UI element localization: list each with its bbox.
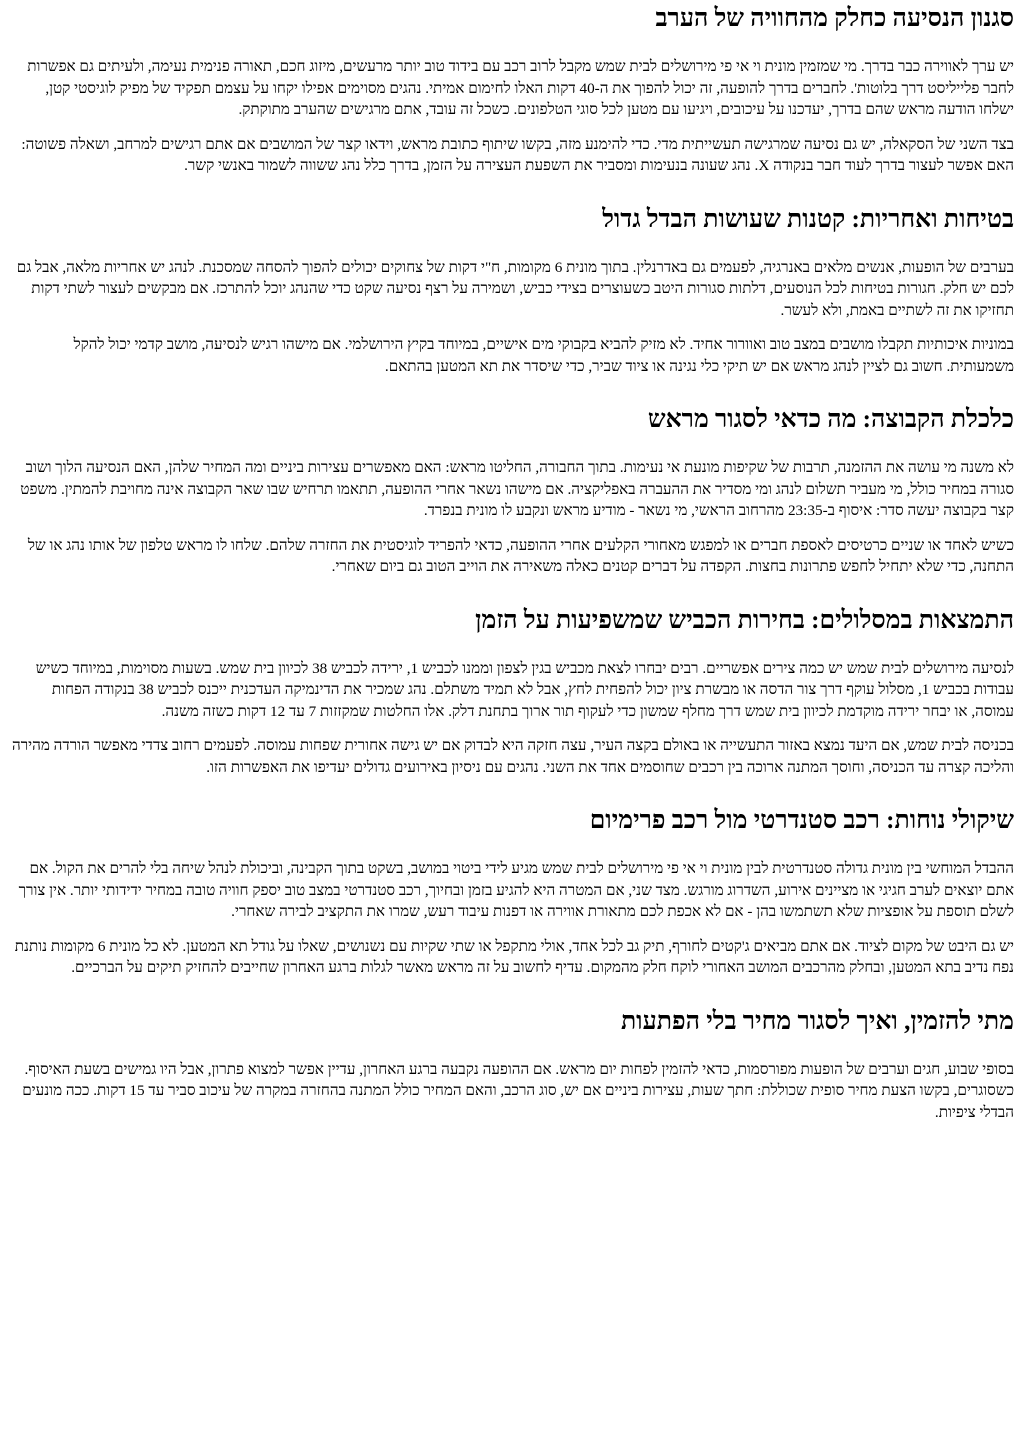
paragraph: יש גם היבט של מקום לציוד. אם אתם מביאים ג'קטים לחורף, תיק גב לכל אחד, אולי מתקפל או שתי שקיות עם נשנושים, שאלו על גודל תא המטען. לא כל מונית 6 מקומות נותנת נפח נדיב בתא המטען, ובחלק מהרכבים המושב האחורי לוקח חלק מהמקום. עדיף לחשוב על זה מראש מאשר לגלות ברגע האחרון שחייבים להחזיק תיקים על הברכיים. — [14, 937, 1014, 976]
section-title: סגנון הנסיעה כחלק מהחוויה של הערב — [655, 5, 1014, 32]
paragraph: לנסיעה מירושלים לבית שמש יש כמה צירים אפשריים. רבים יבחרו לצאת מכביש בגין לצפון וממנו לכביש 1, ירידה לכביש 38 לכיוון בית שמש. בשעות מסוימות, במיוחד כשיש עבודות בכביש 1, מסלול עוקף דרך צור הדסה או מבשרת ציון יכול להפחית לחץ, אבל לא תמיד משתלם. נהג שמכיר את הדינמיקה העדכנית ייכנס לכביש 38 בנקודה הפחות עמוסה, או יבחר ירידה מוקדמת לכיוון בית שמש דרך מחלף שמשון כדי לעקוף תור ארוך בתחנת דלק. אלו החלטות שמקזזות 7 עד 12 דקות כשזה משנה. — [35, 659, 1014, 720]
paragraph: בערבים של הופעות, אנשים מלאים באנרגיה, לפעמים גם באדרנלין. בתוך מונית 6 מקומות, ח"י דקות של צחוקים יכולים להפוך להסחה שמסכנת. לנהג יש אחריות מלאה, אבל גם לכם יש חלק. חגורות בטיחות לכל הנוסעים, דלתות סגורות היטב כשעוצרים בצידי כביש, ושמירה על רצף נסיעה שקט כדי שהנהג יוכל להתרכז. אם מבקשים לעצור לשתי דקות תחזיקו את זה לשתיים באמת, ולא לעשר. — [16, 258, 1014, 319]
section-comfort — [10, 806, 1014, 979]
section-title: מתי להזמין, ואיך לסגור מחיר בלי הפתעות — [620, 1007, 1014, 1035]
paragraph: בסופי שבוע, חגים וערבים של הופעות מפורסמות, כדאי להזמין לפחות יום מראש. אם ההופעה נקבעה ברגע האחרון, עדיין אפשר למצוא פתרון, אבל היו גמישים בשעת האיסוף. כשסוגרים, בקשו הצעת מחיר סופית שכוללת: חתך שעות, עצירות ביניים אם יש, סוג הרכב, והאם המחיר כולל המתנה בהחזרה במקרה של עיכוב סביר עד 15 דקות. ככה מונעים הבדלי ציפיות. — [22, 1060, 1014, 1121]
article-page — [0, 4, 1024, 1452]
paragraph: ההבדל המוחשי בין מונית גדולה סטנדרטית לבין מונית וי אי פי מירושלים לבית שמש מגיע לידי ביטוי במושב, בשקט בתוך הקבינה, וביכולת לנהל שיחה בלי להרים את הקול. אם אתם יוצאים לערב חגיגי או מציינים אירוע, השדרוג מורגש. מצד שני, אם המטרה היא להגיע בזמן ובחיוך, רכב סטנדרטי במצב טוב יספק חוויה טובה במחיר ידידותי יותר. אין צורך לשלם תוספת על אופציות שלא תשתמשו בהן - אם לא אכפת לכם מתאורת אווירה או דפנות עיבוד רעש, שמרו את התקציב לבירה שאחרי. — [18, 860, 1014, 920]
section-booking — [10, 1007, 1014, 1124]
section-group-economics — [10, 405, 1014, 578]
section-ride-style — [10, 4, 1014, 177]
section-safety — [10, 205, 1014, 378]
section-routes — [10, 606, 1014, 779]
paragraph: יש ערך לאווירה כבר בדרך. מי שמזמין מונית וי אי פי מירושלים לבית שמש מקבל לרוב רכב עם בידוד טוב יותר מרעשים, מיזוג חכם, תאורה פנימית נעימה, ולעיתים גם אפשרות לחבר פלייליסט דרך בלוטות'. לחברים בדרך להופעה, זה יכול להפוך את ה-40 דקות האלו לחימום אמיתי. נהגים מסוימים אפילו יקחו על עצמם תפקיד של מפיק לוגיסטי קטן, ישלחו הודעה מראש שהם בדרך, יעדכנו על עיכובים, ויגיעו עם מטען לכל סוגי הטלפונים. כשכל זה עובד, אתם מרגישים שהערב מתוקתק. — [27, 58, 1014, 118]
section-title: שיקולי נוחות: רכב סטנדרטי מול רכב פרימיום — [589, 807, 1014, 834]
section-title: התמצאות במסלולים: בחירות הכביש שמשפיעות על הזמן — [475, 606, 1014, 634]
paragraph: לא משנה מי עושה את ההזמנה, תרבות של שקיפות מונעת אי נעימות. בתוך החבורה, החליטו מראש: האם מאפשרים עצירות ביניים ומה המחיר שלהן, האם הנסיעה הלוך ושוב סגורה במחיר כולל, מי מעביר תשלום לנהג ומי מסדיר את ההעברה באפליקציה. אם מישהו נשאר אחרי ההופעה, תתאמו תרחיש שבו שאר הקבוצה אינה מחויבת להמתין. משפט קצר בקבוצה יעשה סדר: איסוף ב-23:35 מהרחוב הראשי, מי נשאר - מודיע מראש ונקבע לו מונית בנפרד. — [20, 459, 1014, 519]
paragraph: בכניסה לבית שמש, אם היעד נמצא באזור התעשייה או באולם בקצה העיר, עצה חזקה היא לבדוק אם יש גישה אחורית שפחות עמוסה. לפעמים רחוב צדדי מאפשר הורדה מהירה והליכה קצרה עד הכניסה, וחוסך המתנה ארוכה בין רכבים שחוסמים אחד את השני. נהגים עם ניסיון באירועים גדולים יעדיפו את האפשרות הזו. — [11, 737, 1014, 776]
section-title: כלכלת הקבוצה: מה כדאי לסגור מראש — [647, 406, 1014, 433]
section-title: בטיחות ואחריות: קטנות שעושות הבדל גדול — [602, 205, 1014, 233]
paragraph: במוניות איכותיות תקבלו מושבים במצב טוב ואוורור אחיד. לא מזיק להביא בקבוקי מים אישיים, במיוחד בקיץ הירושלמי. אם מישהו רגיש לנסיעה, מושב קדמי יכול להקל משמעותית. חשוב גם לציין לנהג מראש אם יש תיקי כלי נגינה או ציוד שביר, כדי שיסדר את תא המטען בהתאם. — [73, 336, 1014, 375]
paragraph: כשיש לאחד או שניים כרטיסים לאספת חברים או למפגש מאחורי הקלעים אחרי ההופעה, כדאי להפריד לוגיסטית את החזרה שלהם. שלחו לו מראש טלפון של אותו נהג או של התחנה, כדי שלא יתחיל לחפש פתרונות בחצות. הקפדה על דברים קטנים כאלה משאירה את הוייב הטוב גם ביום שאחרי. — [27, 536, 1014, 575]
paragraph: בצד השני של הסקאלה, יש גם נסיעה שמרגישה תעשייתית מדי. כדי להימנע מזה, בקשו שיתוף כתובת מראש, וידאו קצר של המושבים אם אתם רגישים למרחב, ושאלה פשוטה: האם אפשר לעצור בדרך לעוד חבר בנקודה X. נהג שעונה בנעימות ומסביר את השפעת העצירה על הזמן, בדרך כלל נהג ששווה לשמור באנשי קשר. — [21, 135, 1014, 174]
